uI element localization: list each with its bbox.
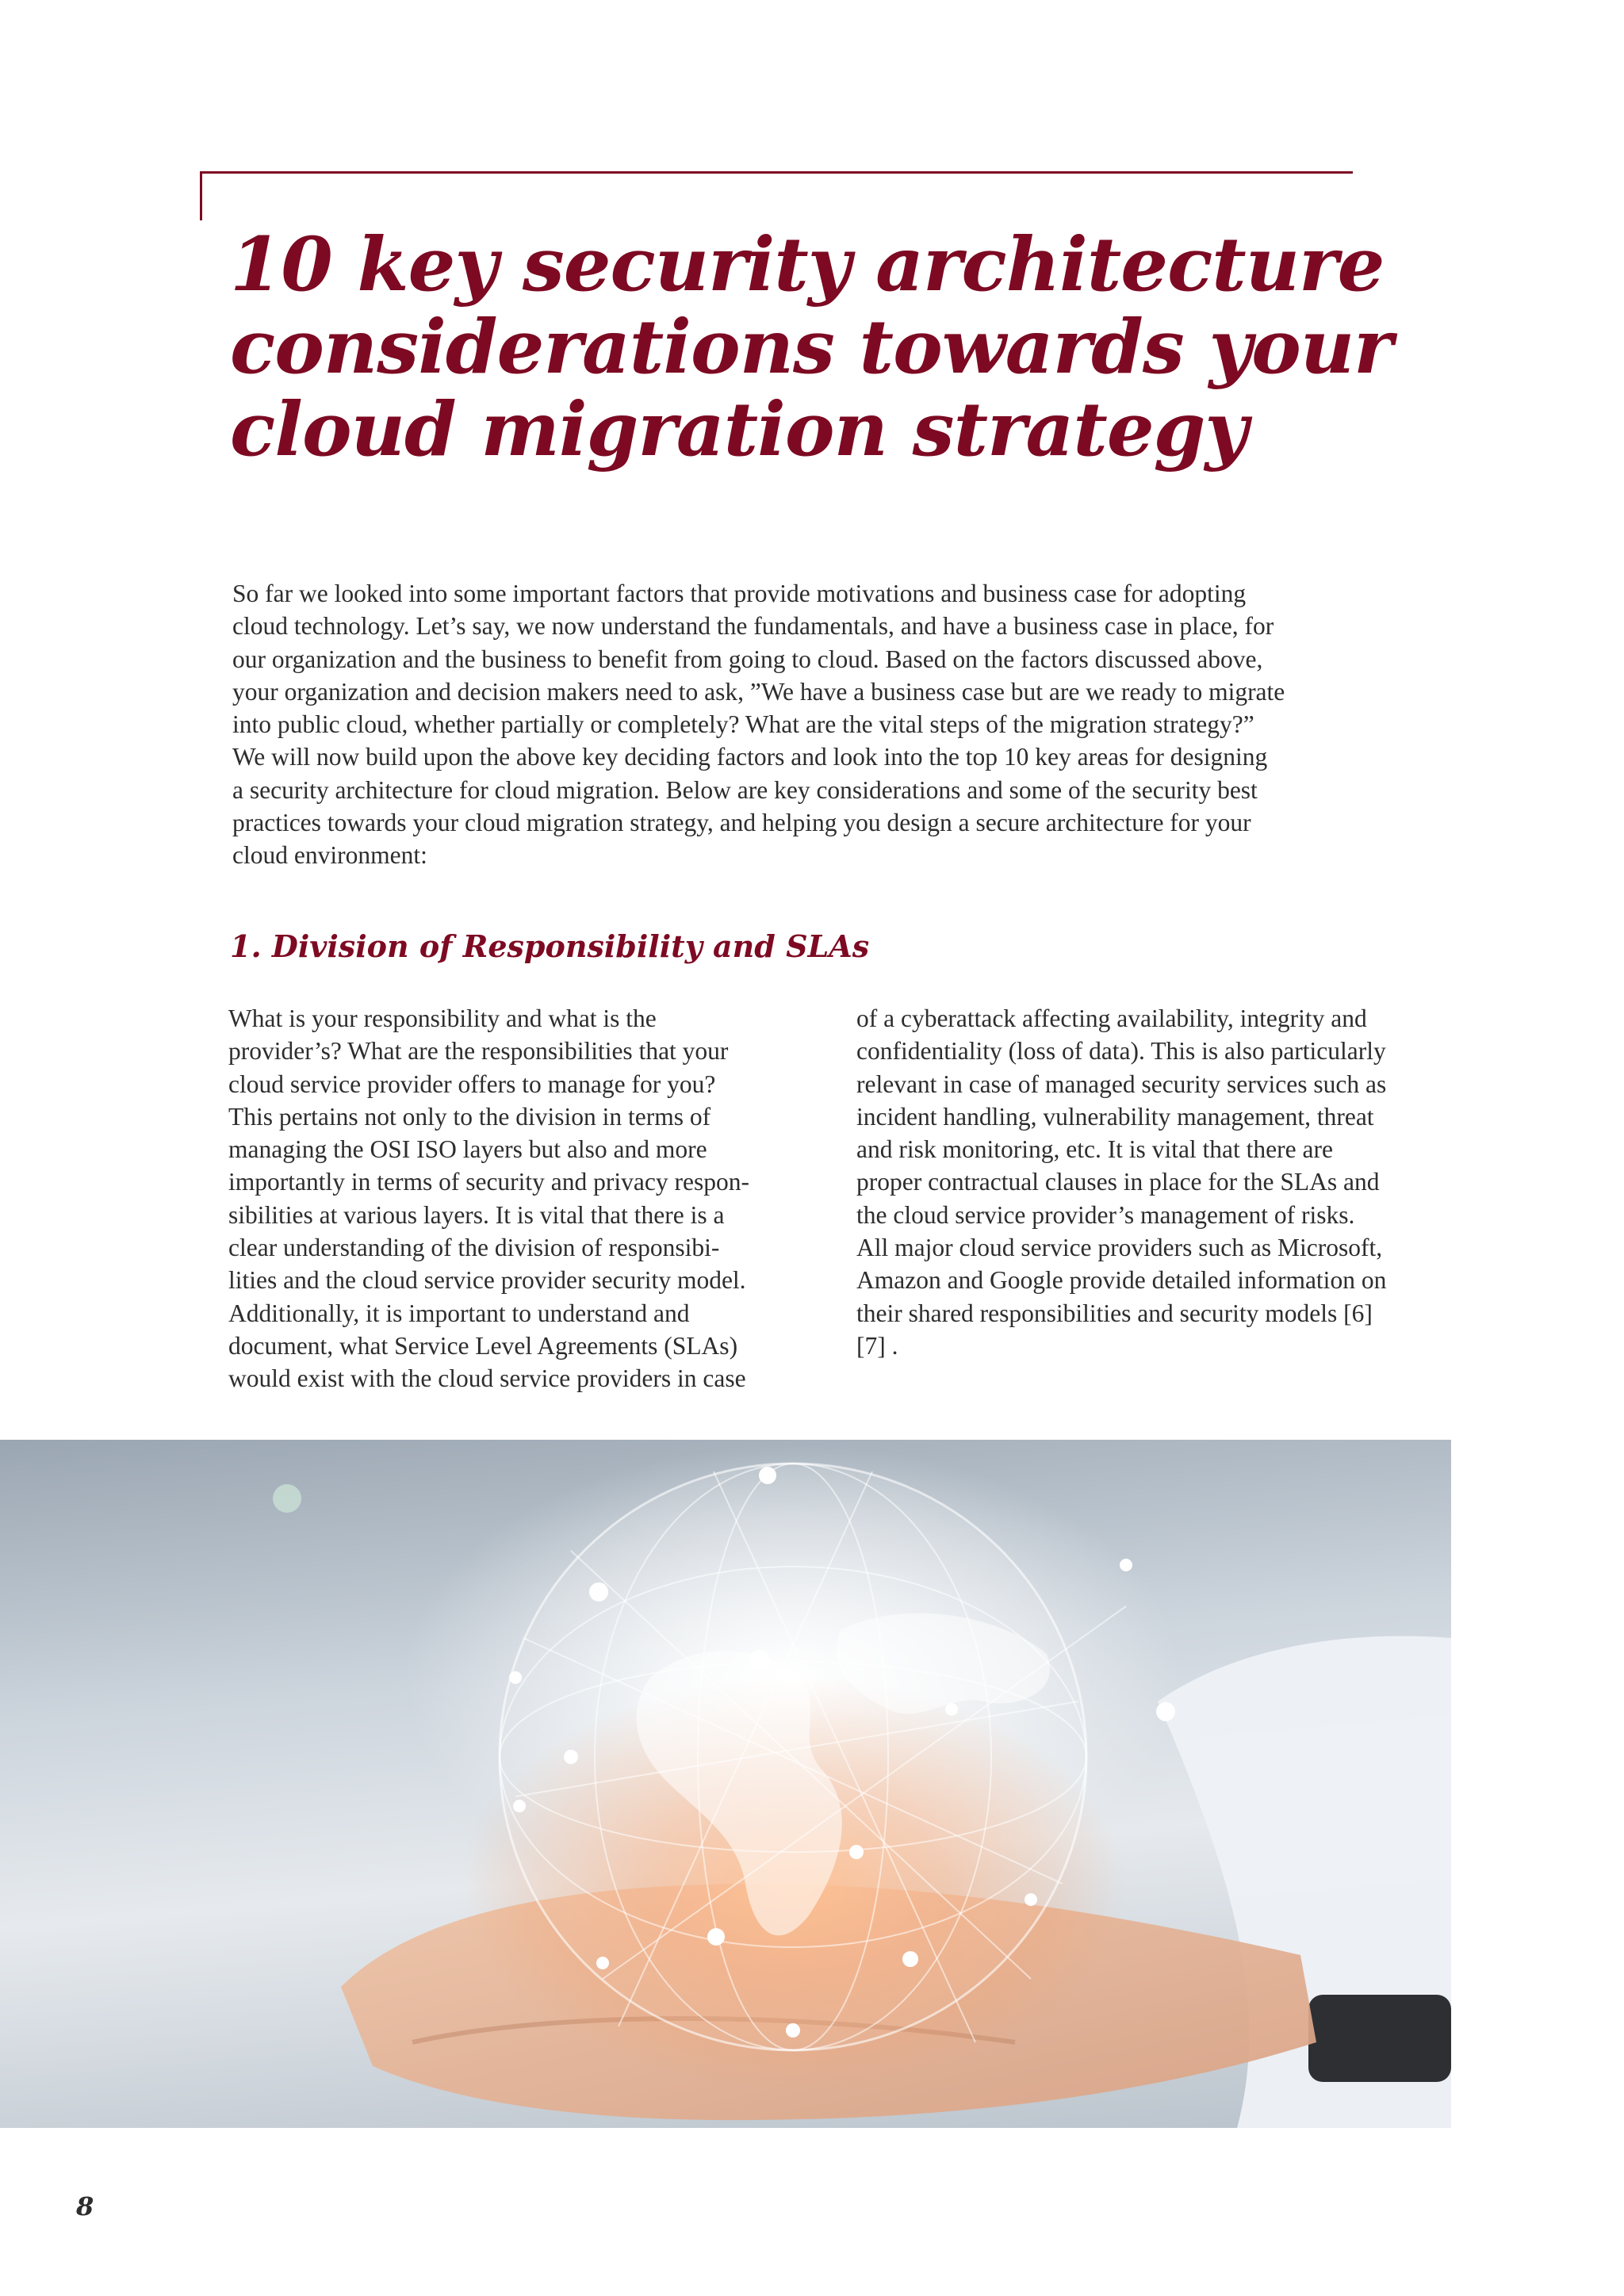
intro-line: a security architecture for cloud migration. Below are key considerations and some of the security best	[232, 775, 1258, 804]
body-line: sibilities at various layers. It is vital that there is a	[228, 1200, 725, 1229]
page-number: 8	[76, 2191, 94, 2221]
body-line: confidentiality (loss of data). This is also particularly	[856, 1037, 1386, 1066]
intro-line: We will now build upon the above key deciding factors and look into the top 10 key areas for designing	[232, 743, 1268, 771]
body-line: What is your responsibility and what is the	[228, 1004, 657, 1032]
body-column-right	[856, 1002, 1459, 1362]
body-line: of a cyberattack affecting availability, integrity and	[856, 1004, 1367, 1032]
body-line: [7] .	[856, 1331, 898, 1360]
body-line: importantly in terms of security and privacy respon-	[228, 1168, 749, 1196]
intro-line: So far we looked into some important factors that provide motivations and business case for adopting	[232, 580, 1247, 607]
body-line: Additionally, it is important to understand and	[228, 1299, 690, 1327]
body-line: lities and the cloud service provider security model.	[228, 1266, 746, 1295]
title-line: 10 key security architecture	[230, 221, 1385, 308]
body-line: incident handling, vulnerability management, threat	[856, 1102, 1374, 1131]
body-line: would exist with the cloud service providers in case	[228, 1364, 746, 1393]
frame-rule-left	[200, 171, 202, 220]
intro-line: cloud technology. Let’s say, we now understand the fundamentals, and have a business case in place, for	[232, 612, 1274, 641]
title-line: cloud migration strategy	[230, 386, 1248, 473]
intro-line: practices towards your cloud migration strategy, and helping you design a secure architecture for your	[232, 809, 1251, 837]
body-column-left	[228, 1002, 815, 1395]
body-line: provider’s? What are the responsibilities that your	[228, 1037, 729, 1066]
intro-paragraph	[232, 577, 1438, 872]
body-line: All major cloud service providers such as Microsoft,	[856, 1234, 1383, 1262]
section-heading: 1. Division of Responsibility and SLAs	[230, 928, 870, 964]
intro-line: into public cloud, whether partially or completely? What are the vital steps of the migration strategy?”	[232, 710, 1254, 739]
body-line: relevant in case of managed security services such as	[856, 1070, 1387, 1098]
body-line: clear understanding of the division of responsibi-	[228, 1234, 720, 1262]
body-line: proper contractual clauses in place for the SLAs and	[856, 1168, 1380, 1196]
body-line: cloud service provider offers to manage for you?	[228, 1070, 716, 1098]
frame-rule-top	[200, 171, 1353, 174]
intro-line: our organization and the business to benefit from going to cloud. Based on the factors discussed above,	[232, 645, 1263, 673]
body-line: document, what Service Level Agreements (SLAs)	[228, 1331, 738, 1360]
intro-line: cloud environment:	[232, 841, 427, 870]
body-line: their shared responsibilities and security models [6]	[856, 1299, 1373, 1327]
body-line: managing the OSI ISO layers but also and more	[228, 1135, 707, 1164]
title-line: considerations towards your	[230, 304, 1392, 391]
body-line: and risk monitoring, etc. It is vital that there are	[856, 1135, 1333, 1164]
body-line: the cloud service provider’s management of risks.	[856, 1200, 1355, 1229]
globe-in-hands-photo	[0, 1440, 1451, 2128]
page-title	[230, 221, 1419, 473]
body-line: Amazon and Google provide detailed information on	[856, 1266, 1387, 1295]
intro-line: your organization and decision makers need to ask, ”We have a business case but are we ready to migrate	[232, 677, 1285, 706]
globe-illustration	[0, 1440, 1451, 2128]
body-line: This pertains not only to the division in terms of	[228, 1102, 711, 1131]
